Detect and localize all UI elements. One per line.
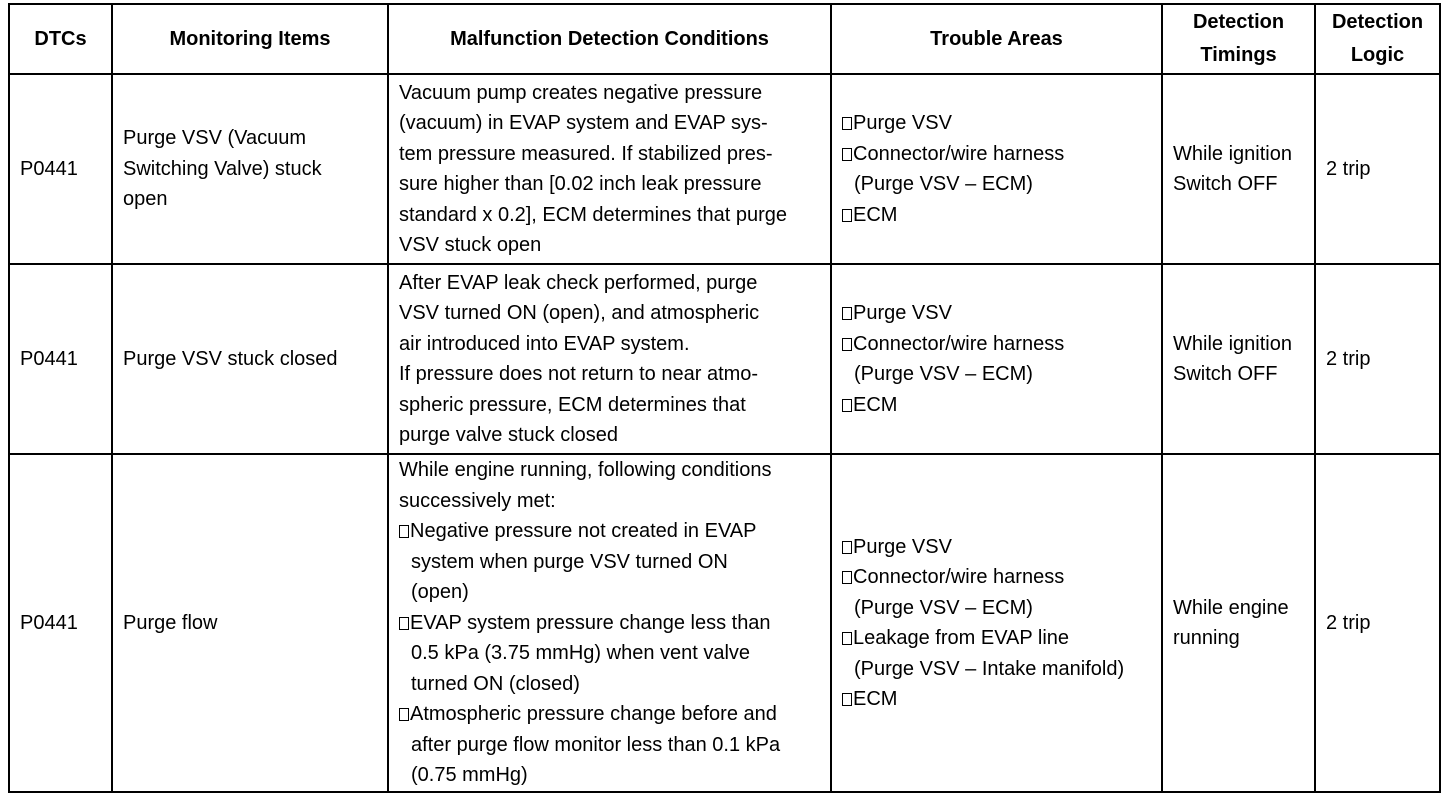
condition-line: [399, 200, 824, 231]
condition-line-text: VSV stuck open: [399, 234, 542, 256]
detection-conditions-cell: [388, 264, 831, 454]
trouble-area-line: [842, 532, 1155, 563]
detection-logic-cell: 2 trip: [1315, 454, 1440, 792]
trouble-area-line-text: Leakage from EVAP line: [853, 627, 1070, 649]
condition-line: [399, 730, 824, 761]
condition-line: [399, 230, 824, 261]
condition-line: [399, 699, 824, 730]
trouble-area-line: [842, 623, 1155, 654]
trouble-areas-cell: [831, 264, 1162, 454]
header-trouble-areas: Trouble Areas: [831, 4, 1162, 74]
trouble-area-line-text: (Purge VSV – ECM): [854, 596, 1033, 619]
trouble-areas-cell: [831, 74, 1162, 264]
header-monitoring-items: Monitoring Items: [112, 4, 388, 74]
timing-line-text: While ignition: [1173, 142, 1292, 165]
condition-line: [399, 455, 824, 486]
header-detection-logic-line: Detection: [1331, 11, 1424, 33]
condition-line-text: Vacuum pump creates negative pressure: [399, 81, 763, 104]
monitoring-item-cell: [112, 264, 388, 454]
trouble-area-line: [842, 562, 1155, 593]
condition-line-text: after purge flow monitor less than 0.1 kPa: [411, 733, 781, 756]
timing-line-text: While engine: [1173, 596, 1289, 619]
condition-line: [399, 139, 824, 170]
condition-line-text: purge valve stuck closed: [399, 424, 619, 446]
monitoring-item-line-text: open: [123, 188, 168, 211]
trouble-area-line: [842, 359, 1155, 390]
trouble-area-line-text: Connector/wire harness: [853, 332, 1065, 355]
condition-line-text: Atmospheric pressure change before and: [410, 703, 777, 726]
condition-line: [399, 390, 824, 421]
condition-line-text: system when purge VSV turned ON: [411, 550, 728, 573]
condition-line: [399, 298, 824, 329]
header-detection-logic: [1315, 4, 1440, 74]
detection-logic-cell: 2 trip: [1315, 264, 1440, 454]
timing-line: [1173, 329, 1308, 360]
detection-timing-cell: [1162, 264, 1315, 454]
checkbox-square-icon: [842, 571, 852, 584]
condition-line: [399, 547, 824, 578]
trouble-area-line-text: Purge VSV: [853, 112, 952, 134]
header-detection-timings: [1162, 4, 1315, 74]
dtc-code-cell: P0441: [9, 74, 112, 264]
detection-conditions-cell: [388, 74, 831, 264]
condition-line-text: spheric pressure, ECM determines that: [399, 393, 746, 416]
condition-line-text: (0.75 mmHg): [411, 764, 528, 787]
monitoring-item-line-text: Switching Valve) stuck: [123, 157, 322, 180]
checkbox-square-icon: [842, 117, 852, 130]
monitoring-item-line: [123, 123, 381, 154]
condition-line-text: turned ON (closed): [411, 672, 580, 695]
checkbox-square-icon: [842, 693, 852, 706]
header-detection-logic-line: Logic: [1350, 44, 1405, 66]
timing-line: [1173, 359, 1308, 390]
timing-line-text: Switch OFF: [1173, 363, 1278, 385]
checkbox-square-icon: [842, 307, 852, 320]
condition-line-text: standard x 0.2], ECM determines that purge: [399, 203, 787, 226]
condition-line: [399, 108, 824, 139]
table-row: [9, 454, 1440, 792]
trouble-area-line-text: (Purge VSV – ECM): [854, 363, 1033, 385]
condition-line: [399, 268, 824, 299]
condition-line-text: After EVAP leak check performed, purge: [399, 271, 758, 294]
header-malfunction-detection-conditions: Malfunction Detection Conditions: [388, 4, 831, 74]
trouble-area-line-text: ECM: [853, 393, 898, 416]
condition-line-text: (vacuum) in EVAP system and EVAP sys-: [399, 112, 768, 134]
table-header: [9, 4, 1440, 74]
timing-line-text: Switch OFF: [1173, 173, 1278, 195]
timing-line: [1173, 169, 1308, 200]
condition-line-text: air introduced into EVAP system.: [399, 332, 690, 355]
condition-line: [399, 359, 824, 390]
trouble-area-line: [842, 169, 1155, 200]
condition-line-text: If pressure does not return to near atmo-: [399, 363, 759, 385]
checkbox-square-icon: [842, 338, 852, 351]
trouble-area-line-text: Connector/wire harness: [853, 142, 1065, 165]
dtc-code-cell: P0441: [9, 454, 112, 792]
condition-line: [399, 78, 824, 109]
monitoring-item-line-text: Purge VSV stuck closed: [123, 347, 338, 370]
timing-line: [1173, 593, 1308, 624]
timing-line: [1173, 139, 1308, 170]
trouble-area-line: [842, 390, 1155, 421]
header-detection-timings-line: Timings: [1200, 44, 1277, 66]
condition-line: [399, 486, 824, 517]
condition-line: [399, 577, 824, 608]
monitoring-item-cell: [112, 454, 388, 792]
trouble-area-line-text: Connector/wire harness: [853, 566, 1065, 588]
monitoring-item-line: [123, 344, 381, 375]
trouble-area-line-text: (Purge VSV – ECM): [854, 173, 1033, 195]
condition-line-text: tem pressure measured. If stabilized pres-: [399, 142, 773, 165]
monitoring-item-line: [123, 154, 381, 185]
timing-line-text: running: [1173, 627, 1240, 649]
checkbox-square-icon: [842, 541, 852, 554]
condition-line: [399, 669, 824, 700]
dtc-table: [8, 3, 1441, 793]
detection-timing-cell: [1162, 454, 1315, 792]
trouble-area-line-text: ECM: [853, 688, 898, 710]
header-row: [9, 4, 1440, 74]
trouble-area-line-text: Purge VSV: [853, 535, 952, 558]
timing-line-text: While ignition: [1173, 332, 1292, 355]
trouble-area-line-text: (Purge VSV – Intake manifold): [854, 657, 1125, 680]
checkbox-square-icon: [399, 708, 409, 721]
condition-line: [399, 516, 824, 547]
condition-line-text: EVAP system pressure change less than: [410, 611, 771, 634]
table-body: [9, 74, 1440, 792]
monitoring-item-cell: [112, 74, 388, 264]
checkbox-square-icon: [842, 209, 852, 222]
trouble-area-line-text: Purge VSV: [853, 302, 952, 324]
condition-line: [399, 420, 824, 451]
condition-line-text: sure higher than [0.02 inch leak pressure: [399, 173, 762, 195]
trouble-area-line: [842, 684, 1155, 715]
dtc-code-cell: P0441: [9, 264, 112, 454]
detection-conditions-cell: [388, 454, 831, 792]
trouble-area-line: [842, 108, 1155, 139]
header-dtcs: DTCs: [9, 4, 112, 74]
condition-line: [399, 608, 824, 639]
trouble-area-line: [842, 139, 1155, 170]
condition-line-text: While engine running, following conditions: [399, 459, 772, 482]
trouble-areas-cell: [831, 454, 1162, 792]
trouble-area-line-text: ECM: [853, 203, 898, 226]
condition-line-text: (open): [411, 581, 469, 604]
detection-logic-cell: 2 trip: [1315, 74, 1440, 264]
checkbox-square-icon: [842, 399, 852, 412]
condition-line-text: VSV turned ON (open), and atmospheric: [399, 302, 760, 324]
trouble-area-line: [842, 593, 1155, 624]
timing-line: [1173, 623, 1308, 654]
condition-line: [399, 638, 824, 669]
condition-line-text: 0.5 kPa (3.75 mmHg) when vent valve: [411, 642, 751, 665]
condition-line: [399, 760, 824, 791]
trouble-area-line: [842, 298, 1155, 329]
trouble-area-line: [842, 329, 1155, 360]
condition-line: [399, 169, 824, 200]
table-row: [9, 74, 1440, 264]
trouble-area-line: [842, 200, 1155, 231]
trouble-area-line: [842, 654, 1155, 685]
checkbox-square-icon: [842, 632, 852, 645]
condition-line: [399, 329, 824, 360]
condition-line-text: successively met:: [399, 489, 556, 512]
monitoring-item-line-text: Purge VSV (Vacuum: [123, 127, 307, 150]
monitoring-item-line: [123, 184, 381, 215]
header-detection-timings-line: Detection: [1192, 11, 1285, 33]
table-row: [9, 264, 1440, 454]
monitoring-item-line-text: Purge flow: [123, 611, 218, 634]
detection-timing-cell: [1162, 74, 1315, 264]
checkbox-square-icon: [399, 525, 409, 538]
checkbox-square-icon: [399, 617, 409, 630]
condition-line-text: Negative pressure not created in EVAP: [410, 520, 757, 543]
monitoring-item-line: [123, 608, 381, 639]
checkbox-square-icon: [842, 148, 852, 161]
